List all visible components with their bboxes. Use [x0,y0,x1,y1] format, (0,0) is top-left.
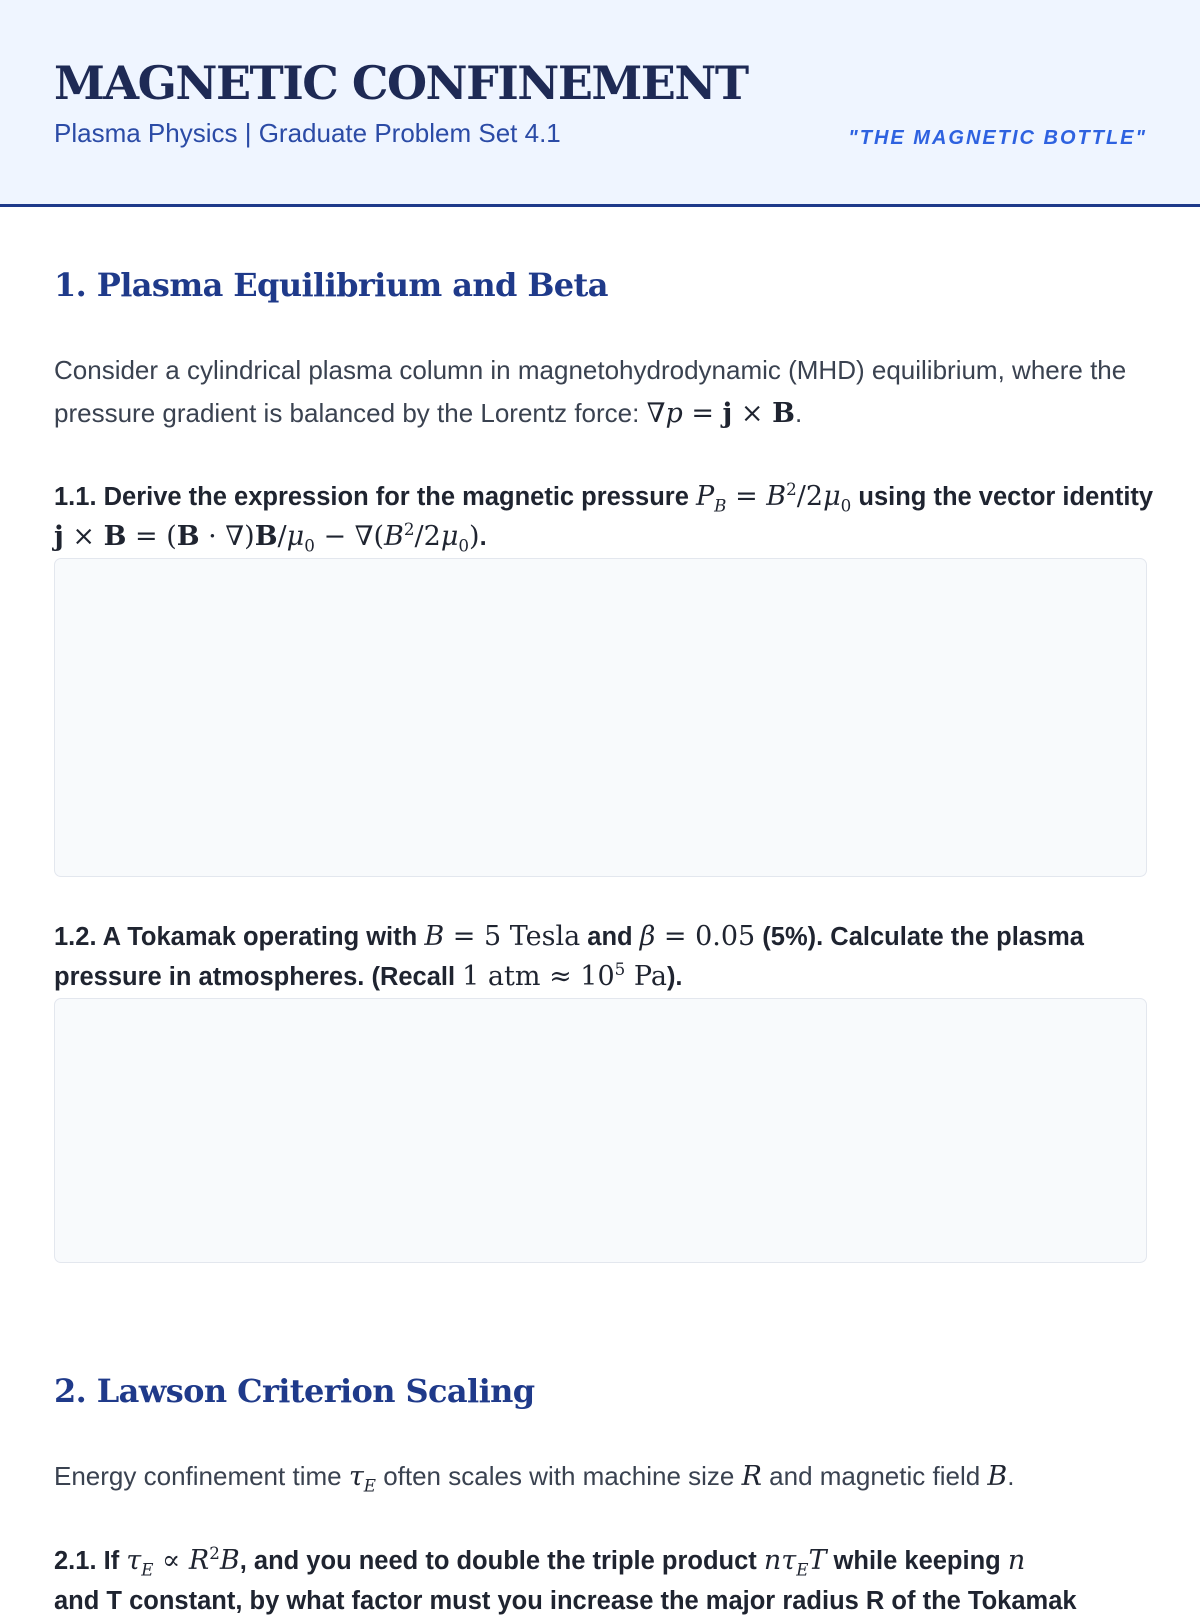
section-1-intro: Consider a cylindrical plasma column in magnetohydrodynamic (MHD) equilibrium, where the pressure gradient is balanced by the Lorentz force: ∇p = j × B. [54,355,1127,429]
equation-magnetic-pressure: $P_B = B^2/2\mu_0$ [696,479,852,516]
document-subtitle: Plasma Physics | Graduate Problem Set 4.1 [54,118,561,148]
question-2-1-line-2: and T constant, by what factor must you increase the major radius R of the Tokamak [54,1587,1077,1615]
section-2-intro: Energy confinement time $\tau_E$ often scales with machine size R and magnetic field B. [54,1461,1015,1496]
symbol-r: R [741,1461,762,1492]
equation-mhd-equilibrium: ∇p = j × B [646,398,795,429]
symbol-n: n [1007,1545,1026,1576]
section-2-title: 2. Lawson Criterion Scaling [54,1372,535,1410]
equation-atm-conversion: 1 atm ≈ $10^5$ Pa [462,959,667,992]
symbol-b: B [987,1461,1008,1492]
document-tagline: "THE MAGNETIC BOTTLE" [848,127,1147,149]
section-1-title: 1. Plasma Equilibrium and Beta [54,266,608,304]
document-title: MAGNETIC CONFINEMENT [54,56,748,110]
answer-box-1-2[interactable] [54,998,1147,1263]
document-header [0,0,1200,207]
equation-field-strength: B = 5 Tesla [424,921,581,952]
question-1-2: 1.2. A Tokamak operating with B = 5 Tesla and β = 0.05 (5%). Calculate the plasma pressure in atmospheres. (Recall 1 atm ≈ $10^5$ Pa). [54,921,1084,992]
equation-beta: β = 0.05 [639,921,756,952]
question-1-1: 1.1. Derive the expression for the magnetic pressure $P_B = B^2/2\mu_0$ using the vector identity $j \times B = (B \cdot \nabla)B/\mu_0 - \nabla(B^2/2\mu_0)$. [54,479,1154,556]
equation-vector-identity: $j \times B = (B \cdot \nabla)B/\mu_0 - \nabla(B^2/2\mu_0)$ [54,519,480,556]
symbol-tau-e: $\tau_E$ [348,1461,376,1496]
equation-triple-product: $n\tau_ET$ [763,1545,827,1580]
answer-box-1-1[interactable] [54,558,1147,877]
equation-scaling-law: $\tau_E \propto R^2B$ [126,1543,240,1580]
question-2-1: 2.1. If $\tau_E \propto R^2B$, and you need to double the triple product $n\tau_ET$ while keeping n and T constant, by what factor must you increase the major radius R of the Tokamak [54,1543,1077,1615]
